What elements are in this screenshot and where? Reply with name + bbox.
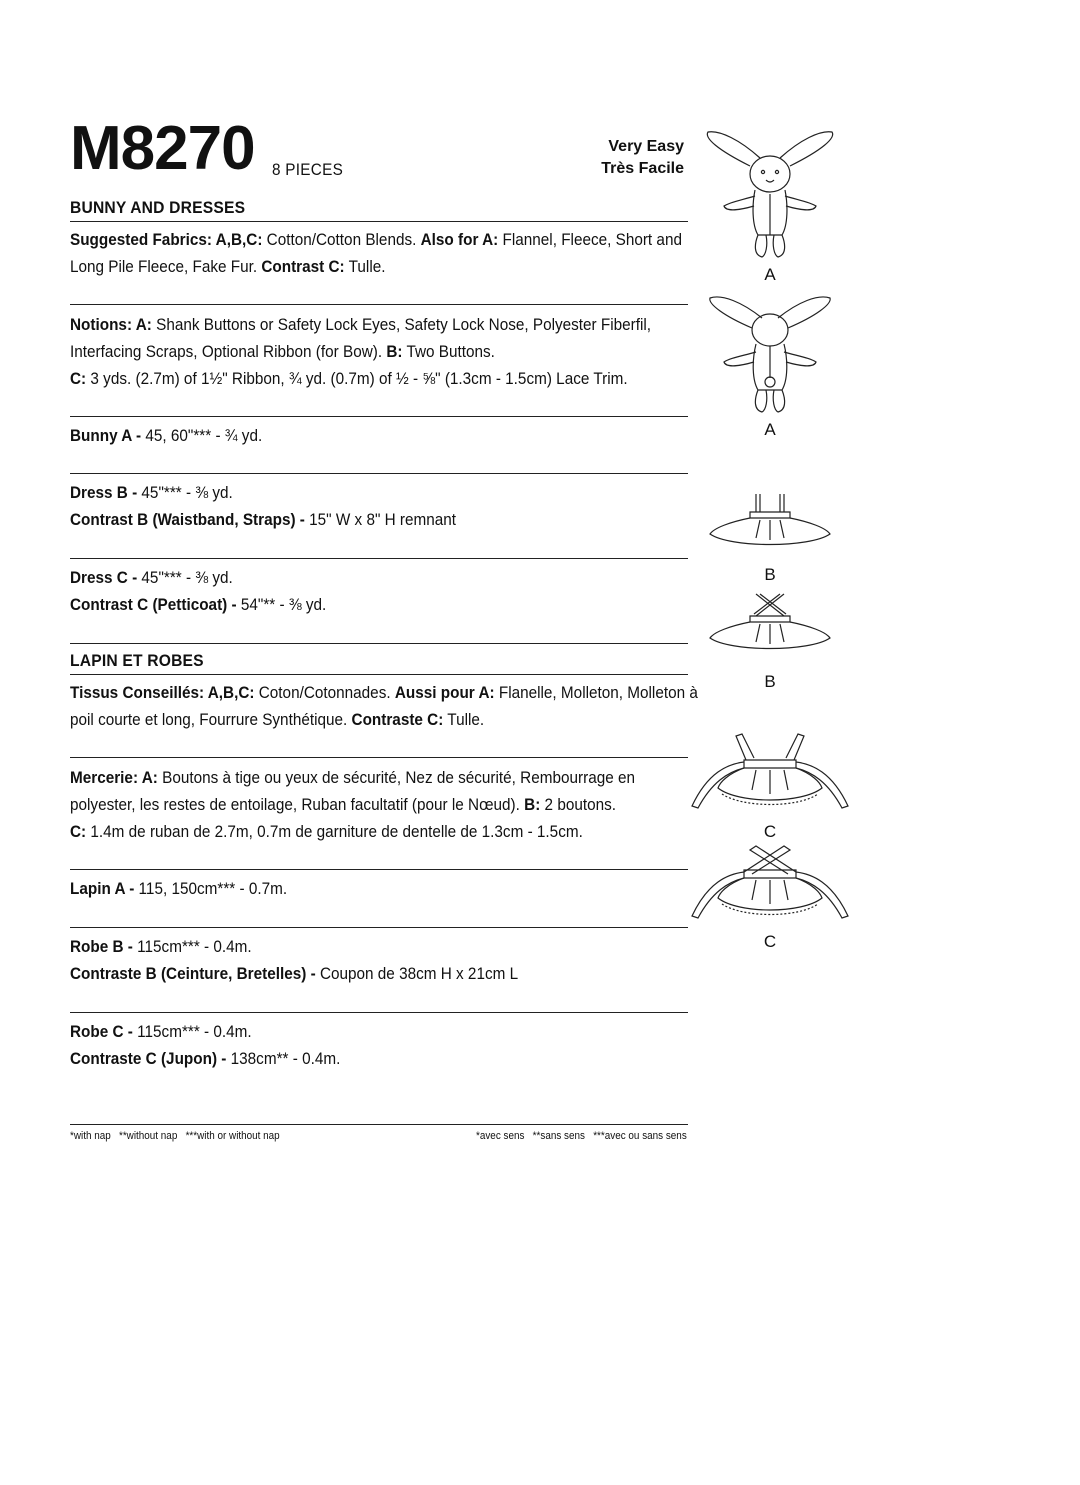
divider <box>70 1012 688 1013</box>
contrast-b-label: Contraste B (Ceinture, Bretelles) - <box>70 964 316 983</box>
bunny-text: 45, 60"*** - ¾ yd. <box>141 426 263 445</box>
notions-b-label: B: <box>524 795 541 814</box>
dress-c-label: Robe C - <box>70 1022 133 1041</box>
notions-c-text: 1.4m de ruban de 2.7m, 0.7m de garniture de dentelle de 1.3cm - 1.5cm. <box>86 822 583 841</box>
dress-c-text: 115cm*** - 0.4m. <box>132 1022 252 1041</box>
divider <box>70 304 688 305</box>
also-for-text: Flannel, Fleece, Short and <box>498 230 682 249</box>
figure-label-c-back: C <box>763 932 777 951</box>
bunny-front-illustration <box>700 110 840 260</box>
divider <box>70 473 688 474</box>
contrast-text: Tulle. <box>344 257 386 276</box>
dress-b-yardage-fr <box>70 933 646 987</box>
divider <box>70 558 688 559</box>
contrast-c-label: Contraste C (Jupon) - <box>70 1049 227 1068</box>
fabrics-fr <box>70 679 698 733</box>
notions-text: Shank Buttons or Safety Lock Eyes, Safety Lock Nose, Polyester Fiberfil, <box>151 315 652 334</box>
divider <box>70 757 688 758</box>
bunny-back-illustration <box>700 290 840 420</box>
notions-c-label: C: <box>70 369 87 388</box>
dress-b-yardage-en <box>70 479 646 533</box>
dress-c-front-illustration <box>688 732 853 822</box>
contrast-b-label: Contrast B (Waistband, Straps) - <box>70 510 305 529</box>
notions-label: Mercerie: A: <box>70 768 158 787</box>
divider <box>70 416 688 417</box>
fabrics-text: Cotton/Cotton Blends. <box>262 230 421 249</box>
notions-en <box>70 311 652 392</box>
divider <box>70 643 688 644</box>
notions-line2: Interfacing Scraps, Optional Ribbon (for Bow). <box>70 342 387 361</box>
bunny-label: Lapin A - <box>70 879 135 898</box>
dress-b-front-illustration <box>700 490 840 560</box>
pattern-number: M8270 <box>70 114 255 183</box>
fabrics-label: Suggested Fabrics: A,B,C: <box>70 230 263 249</box>
divider <box>70 869 688 870</box>
fabrics-line2: Long Pile Fleece, Fake Fur. <box>70 257 262 276</box>
contrast-b-text: Coupon de 38cm H x 21cm L <box>315 964 519 983</box>
contrast-b-text: 15" W x 8" H remnant <box>304 510 457 529</box>
dress-b-label: Dress B - <box>70 483 138 502</box>
figure-label-a-back: A <box>764 420 776 439</box>
figure-label-b: B <box>764 565 776 584</box>
fabrics-text: Coton/Cotonnades. <box>254 683 395 702</box>
section-title-en: BUNNY AND DRESSES <box>70 198 246 217</box>
notions-c-label: C: <box>70 822 87 841</box>
dress-c-yardage-en <box>70 564 646 618</box>
pieces-count: 8 PIECES <box>272 160 344 179</box>
contrast-label: Contrast C: <box>261 257 345 276</box>
fabrics-label: Tissus Conseillés: A,B,C: <box>70 683 255 702</box>
also-for-label: Aussi pour A: <box>394 683 495 702</box>
dress-b-back-illustration <box>700 590 840 665</box>
figure-label-c: C <box>763 822 777 841</box>
dress-b-label: Robe B - <box>70 937 133 956</box>
figure-label-a: A <box>764 265 776 284</box>
dress-c-back-illustration <box>688 842 853 932</box>
notions-c-text: 3 yds. (2.7m) of 1½" Ribbon, ¾ yd. (0.7m) of ½ - ⅝" (1.3cm - 1.5cm) Lace Trim. <box>86 369 628 388</box>
notions-b-label: B: <box>386 342 403 361</box>
dress-c-text: 45"*** - ⅜ yd. <box>137 568 233 587</box>
dress-b-text: 45"*** - ⅜ yd. <box>137 483 233 502</box>
section-title-fr: LAPIN ET ROBES <box>70 651 204 670</box>
bunny-label: Bunny A - <box>70 426 142 445</box>
divider <box>70 927 688 928</box>
footnote-fr: *avec sens **sans sens ***avec ou sans sens <box>476 1130 687 1142</box>
also-for-label: Also for A: <box>420 230 499 249</box>
notions-b-text: Two Buttons. <box>402 342 495 361</box>
dress-b-text: 115cm*** - 0.4m. <box>132 937 252 956</box>
notions-b-text: 2 boutons. <box>540 795 617 814</box>
difficulty-fr: Très Facile <box>601 160 684 177</box>
notions-line2: polyester, les restes de entoilage, Ruban facultatif (pour le Nœud). <box>70 795 525 814</box>
fabrics-line2: poil courte et long, Fourrure Synthétique. <box>70 710 352 729</box>
also-for-text: Flanelle, Molleton, Molleton à <box>494 683 698 702</box>
divider <box>70 1124 688 1125</box>
divider <box>70 221 688 222</box>
difficulty-en: Very Easy <box>608 138 684 155</box>
contrast-label: Contraste C: <box>351 710 444 729</box>
contrast-text: Tulle. <box>443 710 485 729</box>
figure-label-b-back: B <box>764 672 776 691</box>
contrast-c-text: 138cm** - 0.4m. <box>226 1049 341 1068</box>
contrast-c-label: Contrast C (Petticoat) - <box>70 595 237 614</box>
bunny-text: 115, 150cm*** - 0.7m. <box>134 879 288 898</box>
notions-label: Notions: A: <box>70 315 152 334</box>
fabrics-en <box>70 226 682 280</box>
bunny-yardage-en <box>70 422 646 449</box>
footnote-en: *with nap **without nap ***with or without nap <box>70 1130 280 1142</box>
dress-c-label: Dress C - <box>70 568 138 587</box>
dress-c-yardage-fr <box>70 1018 646 1072</box>
contrast-c-text: 54"** - ⅜ yd. <box>236 595 327 614</box>
notions-fr <box>70 764 646 845</box>
notions-text: Boutons à tige ou yeux de sécurité, Nez de sécurité, Rembourrage en <box>157 768 636 787</box>
divider <box>70 674 688 675</box>
bunny-yardage-fr <box>70 875 646 902</box>
